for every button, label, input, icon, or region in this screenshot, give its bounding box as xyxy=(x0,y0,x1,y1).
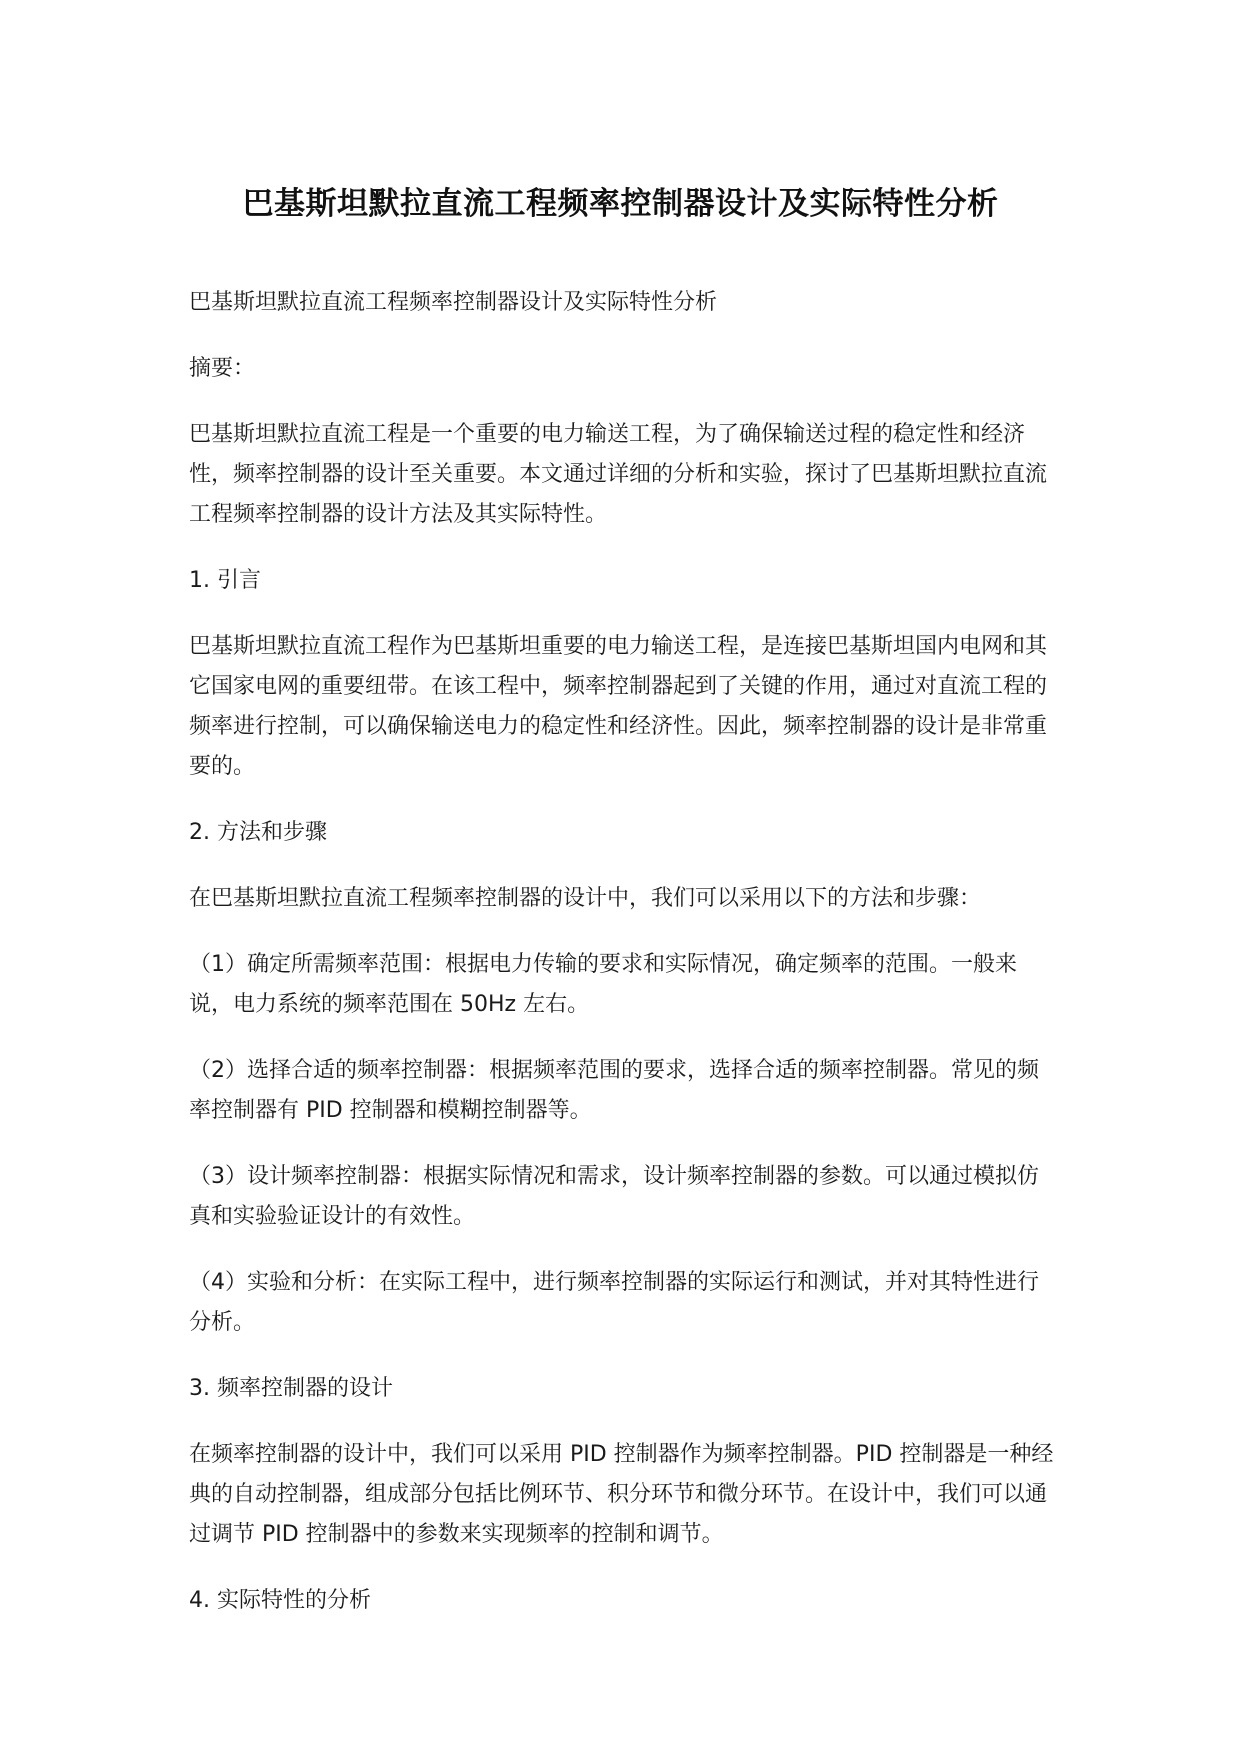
abstract-text: 巴基斯坦默拉直流工程是一个重要的电力输送工程，为了确保输送过程的稳定性和经济性，频率控制器的设计至关重要。本文通过详细的分析和实验，探讨了巴基斯坦默拉直流工程频率控制器的设计方法及其实际特性。 xyxy=(189,422,1048,527)
abstract-label: 摘要： xyxy=(189,356,256,381)
methods-step-3: （3）设计频率控制器：根据实际情况和需求，设计频率控制器的参数。可以通过模拟仿真和实验验证设计的有效性。 xyxy=(189,1164,1039,1229)
document-body xyxy=(189,283,1057,1647)
section-heading-introduction: 1. 引言 xyxy=(189,568,261,593)
document-title: 巴基斯坦默拉直流工程频率控制器设计及实际特性分析 xyxy=(242,186,999,222)
methods-intro-paragraph: 在巴基斯坦默拉直流工程频率控制器的设计中，我们可以采用以下的方法和步骤： xyxy=(189,886,982,911)
controller-design-paragraph: 在频率控制器的设计中，我们可以采用 PID 控制器作为频率控制器。PID 控制器是一种经典的自动控制器，组成部分包括比例环节、积分环节和微分环节。在设计中，我们可以通过调节 PID 控制器中的参数来实现频率的控制和调节。 xyxy=(189,1442,1054,1547)
methods-step-4: （4）实验和分析：在实际工程中，进行频率控制器的实际运行和测试，并对其特性进行分析。 xyxy=(189,1270,1039,1335)
section-heading-controller-design: 3. 频率控制器的设计 xyxy=(189,1376,393,1401)
document-subtitle: 巴基斯坦默拉直流工程频率控制器设计及实际特性分析 xyxy=(189,290,718,315)
methods-step-2: （2）选择合适的频率控制器：根据频率范围的要求，选择合适的频率控制器。常见的频率控制器有 PID 控制器和模糊控制器等。 xyxy=(189,1058,1039,1123)
methods-step-1: （1）确定所需频率范围：根据电力传输的要求和实际情况，确定频率的范围。一般来说，电力系统的频率范围在 50Hz 左右。 xyxy=(189,952,1017,1017)
introduction-paragraph: 巴基斯坦默拉直流工程作为巴基斯坦重要的电力输送工程，是连接巴基斯坦国内电网和其它国家电网的重要纽带。在该工程中，频率控制器起到了关键的作用，通过对直流工程的频率进行控制，可以确保输送电力的稳定性和经济性。因此，频率控制器的设计是非常重要的。 xyxy=(189,634,1048,779)
section-heading-methods: 2. 方法和步骤 xyxy=(189,820,327,845)
section-heading-characteristics: 4. 实际特性的分析 xyxy=(189,1588,371,1613)
